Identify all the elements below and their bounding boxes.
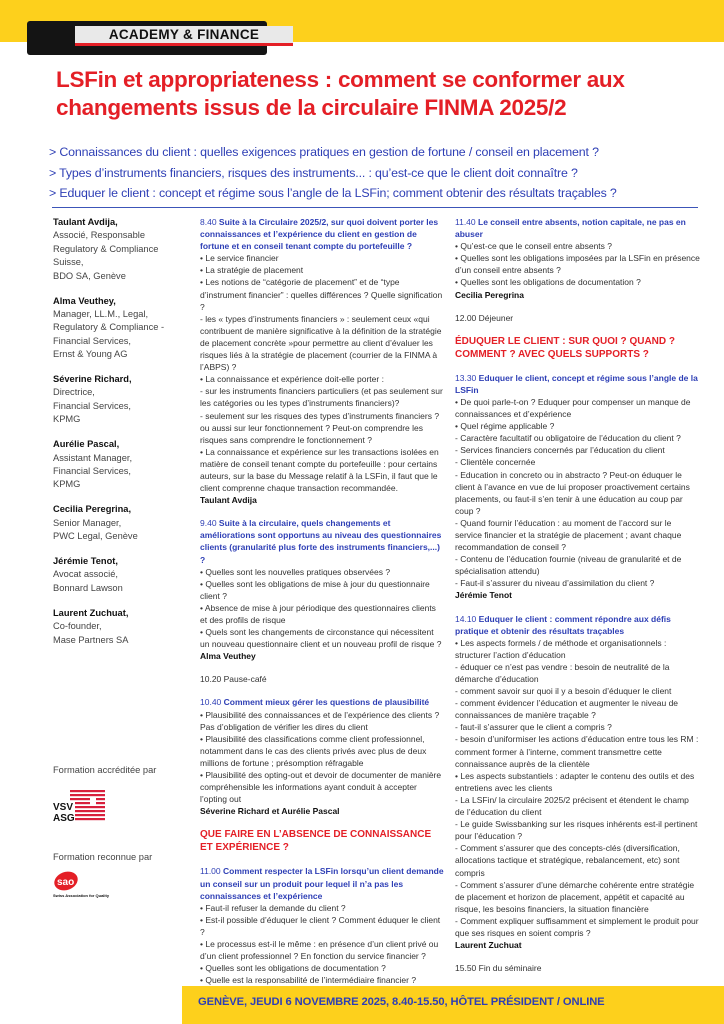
lunch-break: 12.00 Déjeuner	[455, 312, 514, 323]
speaker-name: Séverine Richard,	[53, 374, 132, 385]
section-heading: QUE FAIRE EN L’ABSENCE DE CONNAISSANCE ET EXPÉRIENCE ?	[200, 829, 432, 854]
session-item: • Quel régime applicable ?	[455, 421, 555, 432]
session-item: • Quelle est la responsabilité de l’intermédiaire financier ?	[200, 975, 417, 986]
section-heading: ÉDUQUER LE CLIENT : SUR QUOI ? QUAND ? COMMENT ? AVEC QUELS SUPPORTS ?	[455, 335, 675, 360]
speaker-name: Alma Veuthey,	[53, 295, 116, 306]
speaker-role: Financial Services,	[53, 466, 132, 476]
session-item: • Est-il possible d’éduquer le client ? Comment éduquer le client ?	[200, 914, 441, 937]
session-item: • Les aspects formels / de méthode et organisationnels : structurer l’action d’éducation	[455, 637, 667, 660]
speaker-role: Manager, LL.M., Legal,	[53, 308, 149, 319]
speaker-company: KPMG	[53, 414, 81, 425]
session-title: Eduquer le client : comment répondre aux défis pratique et obtenir des résultats traçables	[455, 613, 671, 636]
session-item: • Plausibilité des classifications comme client professionnel, notamment dans le cas des clients privés avec plus de deux millions de fortune ; présomption réfragable	[200, 733, 427, 768]
event-date-location: GENÈVE, JEUDI 6 NOVEMBRE 2025, 8.40-15.50, HÔTEL PRÉSIDENT / ONLINE	[198, 996, 605, 1008]
session-time: 9.40	[200, 518, 217, 529]
event-info-banner	[182, 986, 724, 1024]
key-topic: > Types d’instruments financiers, risques des instruments... : qu’est-ce que le client doit connaître ?	[49, 165, 578, 180]
session-1100	[200, 865, 445, 998]
session-item: • Quelles sont les obligations de documentation ?	[200, 963, 386, 974]
session-title: Suite à la circulaire, quels changements et améliorations sont opportuns au niveau des questionnaires clients (granularité plus forte des instruments financiers,...) ?	[200, 518, 442, 565]
key-topic: > Connaissances du client : quelles exigences pratiques en gestion de fortune / conseil en placement ?	[49, 145, 599, 159]
session-item: • Plausibilité des opting-out et devoir de documenter de manière compréhensible les informations ayant conduit à accepter l’opting out	[200, 770, 442, 805]
session-title: Comment mieux gérer les questions de plausibilité	[223, 697, 430, 708]
speaker-role: Avocat associé,	[53, 569, 118, 580]
session-item: • La stratégie de placement	[200, 265, 304, 276]
session-time: 11.40	[455, 217, 476, 227]
speaker-role: Co-founder,	[53, 621, 102, 632]
session-item: • Quelles sont les obligations imposées par la LSFin en présence d’un conseil entre absents ?	[455, 253, 700, 276]
session-item: - Contenu de l’éducation fournie (niveau de granularité et de spécialisation attendu)	[455, 554, 682, 577]
session-0940	[200, 517, 445, 662]
speaker-role: Regulatory & Compliance	[53, 243, 159, 254]
session-time: 10.40	[200, 697, 222, 708]
session-item: • Quelles sont les nouvelles pratiques observées ?	[200, 566, 391, 577]
session-item: - Comment expliquer suffisamment et simplement le produit pour que ses risques en soient compris ?	[455, 915, 699, 938]
speaker-role: Associé, Responsable	[53, 230, 145, 241]
session-item: - Clientèle concernée	[455, 457, 536, 468]
svg-text:ASG: ASG	[53, 813, 75, 824]
session-0840	[200, 216, 445, 506]
speaker-card	[53, 373, 193, 427]
speaker-name: Cecilia Peregrina,	[53, 504, 132, 515]
session-item: • Quels sont les changements de circonstance qui nécessitent un nouveau questionnaire client et un nouveau profil de risque ?	[200, 627, 442, 650]
program-column-3	[455, 216, 700, 985]
session-item: - Comment s’assurer d’une démarche cohérente entre stratégie de placement et horizon de placement, appétit et capacité au risque, les besoins financiers, la situation financière	[455, 879, 695, 914]
session-item: • Quelles sont les obligations de documentation ?	[455, 277, 641, 288]
program-column-2	[200, 216, 445, 1009]
session-1040	[200, 696, 445, 817]
session-item: - Faut-il s’assurer du niveau d’assimilation du client ?	[455, 578, 655, 589]
session-1140	[455, 216, 700, 301]
speaker-name: Taulant Avdija,	[53, 217, 118, 227]
session-item: • Le processus est-il le même : en présence d’un client privé ou d’un client professionnel ? En fonction du service financier ?	[200, 938, 439, 962]
session-title: Comment respecter la LSFin lorsqu’un client demande un conseil sur un produit pour lequel il n’a pas les connaissances et l’expérience	[200, 866, 444, 901]
speakers-column	[53, 216, 193, 658]
session-item: - sur les instruments financiers particuliers (et pas seulement sur les catégories ou les types d’instruments financiers)?	[200, 386, 443, 409]
session-item: • La connaissance et expérience sur les transactions isolées en matière de conseil tenant compte du portefeuille : pour certains auteurs, sur la base du Message relatif à la LSFin, il faut que le client comprenne chaque transaction recommandée.	[200, 446, 439, 494]
speaker-role: Senior Manager,	[53, 517, 122, 528]
session-speaker: Séverine Richard et Aurélie Pascal	[200, 806, 340, 817]
session-item: • Absence de mise à jour périodique des questionnaires clients et des profils de risque	[200, 602, 436, 625]
session-title: Suite à la Circulaire 2025/2, sur quoi doivent porter les connaissances et l’expérience du client en gestion de fortune et en conseil tenant compte du portefeuille ?	[200, 217, 439, 252]
session-speaker: Cecilia Peregrina	[455, 289, 524, 300]
speaker-name: Jérémie Tenot,	[53, 556, 118, 567]
vsv-asg-logo-icon	[53, 789, 107, 825]
speaker-name: Aurélie Pascal,	[53, 439, 120, 450]
session-item: - Services financiers concernés par l’éducation du client	[455, 445, 665, 456]
session-speaker: Laurent Zuchuat	[455, 940, 522, 951]
recognition-label: Formation reconnue par	[53, 852, 153, 862]
session-item: - Caractère facultatif ou obligatoire de l’éducation du client ?	[455, 433, 681, 444]
session-item: • De quoi parle-t-on ? Eduquer pour compenser un manque de connaissances et d’expérience	[455, 396, 691, 420]
speaker-card	[53, 295, 193, 362]
brand-label: ACADEMY & FINANCE	[75, 26, 293, 46]
key-topics	[49, 142, 719, 204]
session-1410	[455, 613, 700, 952]
speaker-role: Financial Services,	[53, 335, 132, 346]
speaker-role: Suisse,	[53, 257, 84, 268]
session-item: - éduquer ce n’est pas vendre : besoin de neutralité de la démarche d’éducation	[455, 661, 670, 684]
session-item: - Quand fournir l’éducation : au moment de l’accord sur le service financier et la stratégie de placement ; avant chaque recommandation de conseil ?	[455, 517, 682, 553]
brand-logo	[27, 21, 267, 55]
session-item: • Le service financier	[200, 253, 279, 264]
speaker-role: Regulatory & Compliance -	[53, 322, 165, 333]
session-item: - comment évidencer l’éducation et augmenter le niveau de connaissances de manière traçable ?	[455, 698, 679, 721]
session-time: 14.10	[455, 613, 477, 624]
svg-text:Swiss Association for Quality: Swiss Association for Quality	[53, 893, 110, 898]
session-item: - Comment s’assurer que des concepts-clés (diversification, allocations tactique et stratégique, rebalancement, etc) sont compris	[455, 843, 680, 878]
session-speaker: Alma Veuthey	[200, 651, 256, 662]
svg-text:VSV: VSV	[53, 802, 74, 813]
speaker-company: Ernst & Young AG	[53, 349, 128, 360]
session-item: - besoin d’uniformiser les actions d’éducation entre tous les RM : comment former à l’interne, comment transmettre cette connaissance auprès de la clientèle	[455, 734, 699, 769]
seminar-end: 15.50 Fin du séminaire	[455, 963, 542, 974]
speaker-company: KPMG	[53, 479, 81, 490]
sao-logo-icon	[53, 870, 133, 900]
speaker-card	[53, 503, 193, 543]
session-item: - Education in concreto ou in abstracto ? Peut-on éduquer le client à l’avance en vue de lui proposer proactivement certains placements, ou faut-il s’en tenir à une éducation au coup par coup ?	[455, 469, 690, 516]
session-item: • Faut-il refuser la demande du client ?	[200, 902, 346, 913]
speaker-company: PWC Legal, Genève	[53, 531, 138, 542]
speaker-card	[53, 216, 193, 283]
session-time: 11.00	[200, 866, 221, 877]
session-item: • Les notions de “catégorie de placement” et de “type d’instrument financier” : quelles différences ? Quelle signification ?	[200, 277, 443, 312]
session-item: • Les aspects substantiels : adapter le contenu des outils et des entretiens avec les clients	[455, 770, 695, 793]
speaker-role: Directrice,	[53, 387, 95, 398]
session-item: - seulement sur les risques des types d’instruments financiers ? ou aussi sur leur fonctionnement ? Peut-on comprendre les risques sans comprendre le fonctionnement ?	[200, 410, 440, 445]
header-divider	[52, 207, 698, 208]
coffee-break: 10.20 Pause-café	[200, 674, 267, 685]
session-1330	[455, 372, 700, 602]
speaker-name: Laurent Zuchuat,	[53, 607, 129, 618]
session-title: Eduquer le client, concept et régime sous l’angle de la LSFin	[455, 372, 698, 395]
session-item: - La LSFin/ la circulaire 2025/2 précisent et étendent le champ de l’éducation du client	[455, 794, 689, 818]
session-item: - comment savoir sur quoi il y a besoin d’éduquer le client	[455, 686, 672, 697]
session-time: 13.30	[455, 372, 477, 383]
session-item: • Qu’est-ce que le conseil entre absents ?	[455, 241, 613, 252]
session-item: - les « types d’instruments financiers » : seulement ceux «qui contribuent de manière significative à la définition de la stratégie de placement concrète »pour permettre au client d’évaluer les risques liés à la stratégie de placement (courrier de la FINMA à l’ABPS) ?	[200, 313, 442, 373]
svg-text:sao: sao	[57, 877, 75, 888]
page-title: LSFin et appropriateness : comment se conformer aux changements issus de la circulaire FINMA 2025/2	[56, 67, 625, 120]
session-speaker: Jérémie Tenot	[455, 590, 513, 601]
session-item: • La connaissance et expérience doit-elle porter :	[200, 374, 384, 385]
speaker-company: Bonnard Lawson	[53, 582, 123, 593]
speaker-company: Mase Partners SA	[53, 634, 129, 645]
speaker-card	[53, 607, 193, 647]
speaker-card	[53, 438, 193, 492]
session-item: • Plausibilité des connaissances et de l’expérience des clients ? Pas d’obligation de vérifier les dires du client	[200, 709, 440, 732]
key-topic: > Eduquer le client : concept et régime sous l’angle de la LSFin; comment obtenir des résultats traçables ?	[49, 186, 617, 200]
speaker-role: Financial Services,	[53, 400, 132, 411]
accreditation-label: Formation accréditée par	[53, 765, 157, 775]
session-item: - Le guide Swissbanking sur les risques inhérents est-il pertinent pour l’éducation ?	[455, 819, 698, 842]
session-speaker: Taulant Avdija	[200, 495, 257, 506]
session-item: • Quelles sont les obligations de mise à jour du questionnaire client ?	[200, 578, 430, 601]
session-time: 8.40	[200, 217, 217, 227]
speaker-role: Assistant Manager,	[53, 452, 133, 463]
session-item: - faut-il s’assurer que le client a compris ?	[455, 722, 612, 733]
speaker-card	[53, 555, 193, 595]
session-title: Le conseil entre absents, notion capitale, ne pas en abuser	[455, 217, 686, 240]
speaker-company: BDO SA, Genève	[53, 270, 126, 281]
